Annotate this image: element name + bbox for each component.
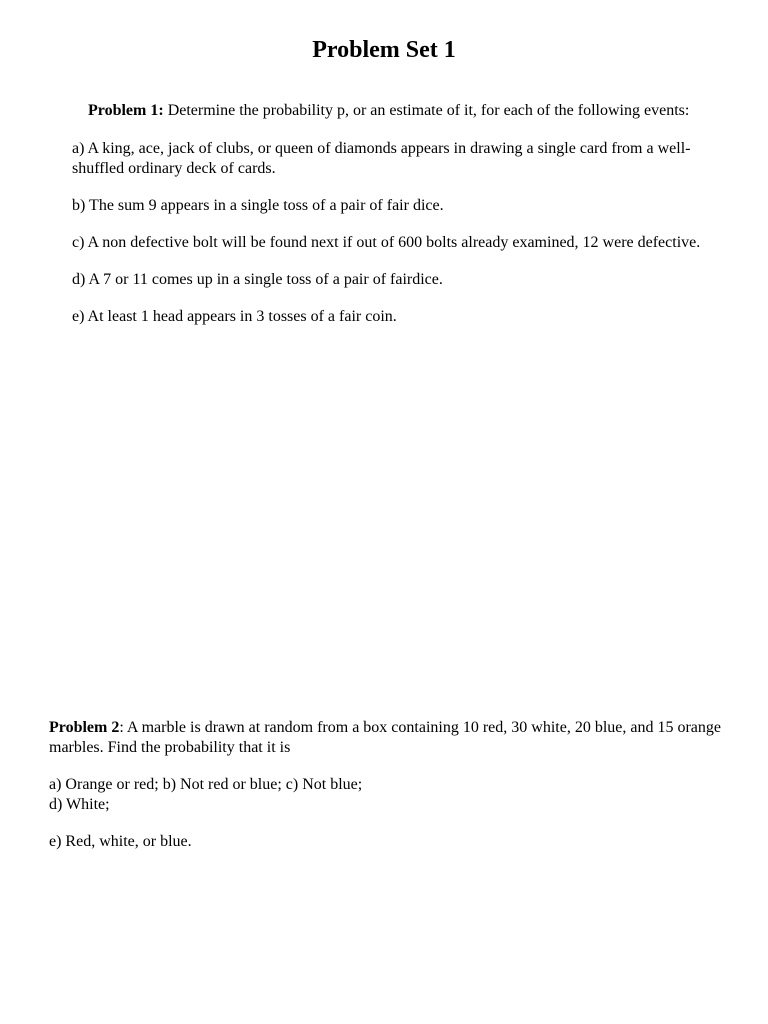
problem-1-intro [88,101,748,121]
page-title: Problem Set 1 [312,37,456,63]
problem-1-item-c: c) A non defective bolt will be found next if out of 600 bolts already examined, 12 were defective. [72,234,701,251]
problem-1-items [72,139,728,344]
problem-1-item-a: a) A king, ace, jack of clubs, or queen of diamonds appears in drawing a single card from a well-shuffled ordinary deck of cards. [72,140,691,177]
problem-1-item-d: d) A 7 or 11 comes up in a single toss of a pair of fairdice. [72,271,443,288]
problem-1-item-e: e) At least 1 head appears in 3 tosses of a fair coin. [72,308,397,325]
problem-1-heading: Problem 1: [88,102,164,119]
problem-2-heading: Problem 2 [49,719,120,736]
problem-2-options [49,775,749,815]
problem-2-text: : A marble is drawn at random from a box containing 10 red, 30 white, 20 blue, and 15 orange marbles. Find the probability that it is [49,719,721,756]
problem-2-options-line-1: a) Orange or red; b) Not red or blue; c) Not blue; [49,776,363,793]
problem-2-section [49,718,749,869]
problem-2-option-e: e) Red, white, or blue. [49,833,192,850]
problem-1-text: Determine the probability p, or an estimate of it, for each of the following events: [163,102,690,119]
problem-2-options-line-2: d) White; [49,796,110,813]
problem-2-intro [49,718,749,758]
problem-1-item-b: b) The sum 9 appears in a single toss of a pair of fair dice. [72,197,444,214]
